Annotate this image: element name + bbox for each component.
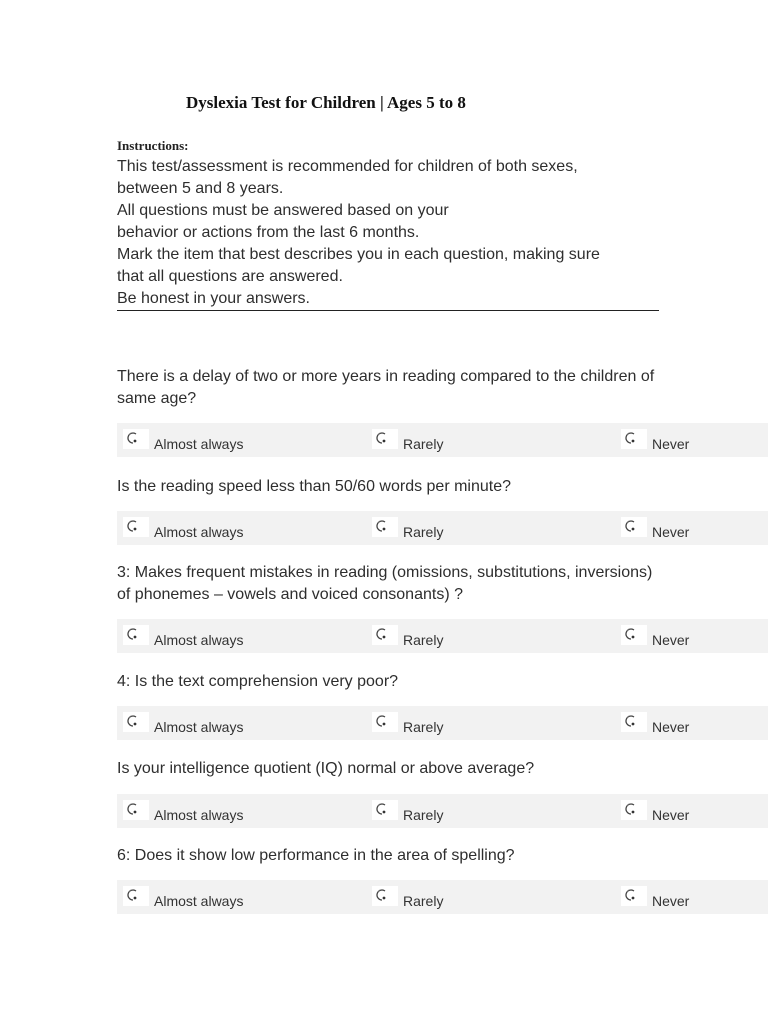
radio-dot: [632, 440, 635, 443]
radio-tick: [627, 890, 629, 892]
radio-circle-icon: [624, 431, 638, 445]
radio-button[interactable]: [123, 429, 149, 449]
option-label: Almost always: [154, 719, 244, 735]
radio-circle-icon: [375, 888, 389, 902]
radio-circle-icon: [126, 888, 140, 902]
radio-circle-icon: [624, 519, 638, 533]
radio-dot: [383, 811, 386, 814]
option-label: Never: [652, 719, 690, 735]
question-line: of phonemes – vowels and voiced consonants) ?: [117, 586, 463, 603]
radio-button[interactable]: [621, 800, 647, 820]
radio-circle-icon: [126, 519, 140, 533]
question-line: 4: Is the text comprehension very poor?: [117, 673, 399, 690]
instructions-body: [117, 156, 659, 311]
option-label: Rarely: [403, 719, 444, 735]
radio-tick: [129, 433, 131, 435]
radio-dot: [134, 528, 137, 531]
option-label: Almost always: [154, 436, 244, 452]
radio-button[interactable]: [123, 800, 149, 820]
radio-button[interactable]: [372, 625, 398, 645]
question-3-text: [117, 562, 662, 606]
question-line: 6: Does it show low performance in the area of spelling?: [117, 847, 515, 864]
radio-button[interactable]: [621, 517, 647, 537]
radio-dot: [632, 897, 635, 900]
instructions-heading: Instructions:: [117, 138, 189, 153]
question-4-options: [117, 706, 768, 740]
question-6-options: [117, 880, 768, 914]
radio-dot: [383, 440, 386, 443]
radio-circle-icon: [375, 714, 389, 728]
option-label: Rarely: [403, 807, 444, 823]
question-2-text: [117, 476, 662, 498]
option-label: Almost always: [154, 807, 244, 823]
radio-circle-icon: [624, 888, 638, 902]
radio-circle-icon: [375, 627, 389, 641]
document-title: Dyslexia Test for Children | Ages 5 to 8: [186, 93, 466, 112]
question-line: Is your intelligence quotient (IQ) normal or above average?: [117, 760, 535, 777]
radio-circle-icon: [126, 802, 140, 816]
question-line: There is a delay of two or more years in reading compared to the children of: [117, 368, 655, 385]
instructions-line: This test/assessment is recommended for children of both sexes,: [117, 158, 578, 175]
question-1-options: [117, 423, 768, 457]
option-label: Almost always: [154, 524, 244, 540]
option-label: Rarely: [403, 436, 444, 452]
radio-dot: [383, 723, 386, 726]
option-label: Rarely: [403, 524, 444, 540]
radio-circle-icon: [126, 431, 140, 445]
radio-button[interactable]: [123, 886, 149, 906]
option-label: Never: [652, 632, 690, 648]
radio-circle-icon: [375, 802, 389, 816]
question-2-options: [117, 511, 768, 545]
radio-dot: [383, 636, 386, 639]
option-label: Rarely: [403, 893, 444, 909]
question-5-text: [117, 758, 662, 780]
radio-button[interactable]: [372, 517, 398, 537]
instructions-line: that all questions are answered.: [117, 268, 343, 285]
option-label: Rarely: [403, 632, 444, 648]
radio-tick: [627, 433, 629, 435]
radio-circle-icon: [624, 802, 638, 816]
radio-circle-icon: [375, 431, 389, 445]
radio-tick: [378, 716, 380, 718]
option-label: Never: [652, 524, 690, 540]
radio-dot: [134, 897, 137, 900]
option-label: Never: [652, 893, 690, 909]
radio-circle-icon: [624, 714, 638, 728]
radio-tick: [378, 433, 380, 435]
radio-dot: [632, 723, 635, 726]
radio-tick: [627, 629, 629, 631]
radio-dot: [383, 528, 386, 531]
question-4-text: [117, 671, 662, 693]
radio-tick: [378, 629, 380, 631]
radio-dot: [383, 897, 386, 900]
radio-dot: [134, 636, 137, 639]
radio-button[interactable]: [123, 712, 149, 732]
radio-button[interactable]: [621, 429, 647, 449]
radio-dot: [134, 811, 137, 814]
radio-dot: [632, 528, 635, 531]
question-5-options: [117, 794, 768, 828]
radio-button[interactable]: [621, 625, 647, 645]
question-line: same age?: [117, 390, 197, 407]
radio-circle-icon: [126, 714, 140, 728]
radio-circle-icon: [126, 627, 140, 641]
instructions-line: Mark the item that best describes you in each question, making sure: [117, 246, 600, 263]
radio-tick: [627, 804, 629, 806]
option-label: Almost always: [154, 632, 244, 648]
radio-dot: [134, 723, 137, 726]
instructions-line: between 5 and 8 years.: [117, 180, 284, 197]
question-3-options: [117, 619, 768, 653]
option-label: Never: [652, 436, 690, 452]
option-label: Almost always: [154, 893, 244, 909]
radio-tick: [627, 716, 629, 718]
radio-tick: [378, 804, 380, 806]
instructions-line: Be honest in your answers.: [117, 290, 310, 307]
radio-circle-icon: [624, 627, 638, 641]
radio-tick: [378, 521, 380, 523]
radio-button[interactable]: [123, 517, 149, 537]
radio-tick: [129, 804, 131, 806]
radio-tick: [129, 716, 131, 718]
radio-button[interactable]: [621, 886, 647, 906]
radio-button[interactable]: [372, 712, 398, 732]
question-line: Is the reading speed less than 50/60 words per minute?: [117, 478, 512, 495]
radio-button[interactable]: [372, 800, 398, 820]
radio-dot: [632, 636, 635, 639]
question-1-text: [117, 366, 662, 410]
instructions-line: All questions must be answered based on your: [117, 202, 449, 219]
radio-tick: [129, 890, 131, 892]
question-6-text: [117, 845, 662, 867]
radio-tick: [627, 521, 629, 523]
radio-tick: [129, 629, 131, 631]
radio-button[interactable]: [123, 625, 149, 645]
radio-dot: [632, 811, 635, 814]
radio-tick: [378, 890, 380, 892]
question-line: 3: Makes frequent mistakes in reading (omissions, substitutions, inversions): [117, 564, 653, 581]
radio-button[interactable]: [372, 429, 398, 449]
radio-button[interactable]: [372, 886, 398, 906]
instructions-line: behavior or actions from the last 6 months.: [117, 224, 420, 241]
radio-tick: [129, 521, 131, 523]
option-label: Never: [652, 807, 690, 823]
radio-button[interactable]: [621, 712, 647, 732]
radio-dot: [134, 440, 137, 443]
radio-circle-icon: [375, 519, 389, 533]
